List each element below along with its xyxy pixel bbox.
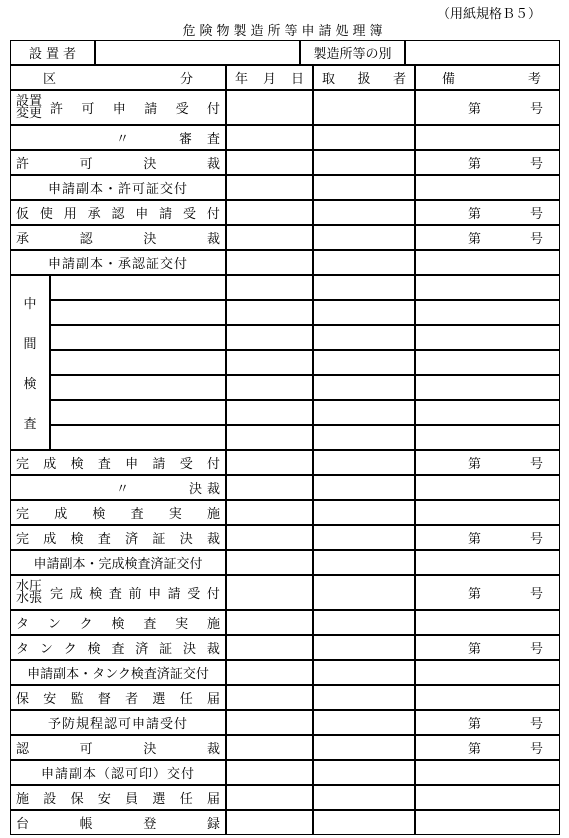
row-label-char: 成 [43, 457, 57, 472]
handler-field[interactable] [313, 375, 415, 400]
row-label-char: 施 [206, 507, 220, 522]
row-label-char: 許 [16, 157, 30, 172]
handler-field[interactable] [313, 635, 415, 660]
row-label-char: 付 [206, 102, 220, 117]
remarks-number-label: 第 [468, 232, 482, 247]
date-field[interactable] [226, 575, 313, 610]
row-label: 申請副本・許可証交付 [10, 175, 226, 200]
handler-field[interactable] [313, 400, 415, 425]
remarks-number-label: 号 [529, 642, 543, 657]
row-label: 申請副本・タンク検査済証交付 [10, 660, 226, 685]
page-title: 危険物製造所等申請処理簿 [182, 24, 387, 39]
row-label [10, 525, 226, 550]
row-label-char: 員 [125, 792, 139, 807]
date-field[interactable] [226, 250, 313, 275]
applicant-label-char: 者 [62, 47, 76, 62]
row-label-char: タ [16, 642, 30, 657]
row-label [10, 475, 226, 500]
date-field[interactable] [226, 175, 313, 200]
row-label-char: 用 [63, 207, 77, 222]
row-label [10, 90, 226, 125]
row-label-char: 受 [175, 102, 189, 117]
remarks-number-label: 号 [529, 742, 543, 757]
row-label-char: 保 [70, 792, 84, 807]
remarks-field[interactable] [415, 660, 560, 685]
handler-field[interactable] [313, 325, 415, 350]
facility-type-label: 製造所等の別 [300, 40, 405, 65]
row-label: 申請副本・完成検査済証交付 [10, 550, 226, 575]
row-label-char: 保 [16, 692, 30, 707]
row-label [10, 735, 226, 760]
interim-inspection-char: 中 [23, 296, 37, 312]
row-label-char: 申 [135, 207, 149, 222]
handler-field[interactable] [313, 250, 415, 275]
row-label-char: 決 [179, 532, 193, 547]
handler-field[interactable] [313, 225, 415, 250]
remarks-number-label: 号 [529, 232, 543, 247]
remarks-field[interactable] [415, 500, 560, 525]
row-label [10, 810, 226, 835]
date-field[interactable] [226, 90, 313, 125]
row-label-char: 施 [16, 792, 30, 807]
row-label-char: 録 [206, 817, 220, 832]
row-label [10, 785, 226, 810]
remarks-field[interactable] [415, 475, 560, 500]
row-label-char: 受 [179, 457, 193, 472]
applicant-value-field[interactable] [95, 40, 300, 65]
row-label-char: 施 [206, 617, 220, 632]
date-field[interactable] [226, 375, 313, 400]
row-label-char: 任 [179, 692, 193, 707]
paper-spec: （用紙規格Ｂ５） [436, 7, 541, 22]
column-header-char: 者 [392, 72, 406, 87]
remarks-field[interactable] [415, 325, 560, 350]
row-label-char: ン [39, 642, 53, 657]
remarks-field[interactable] [415, 610, 560, 635]
row-label [10, 610, 226, 635]
row-label: 予防規程認可申請受付 [10, 710, 226, 735]
remarks-field[interactable] [415, 250, 560, 275]
row-label-char: 裁 [206, 532, 220, 547]
remarks-field[interactable] [415, 175, 560, 200]
row-label-char: 請 [159, 207, 173, 222]
interim-inspection-item-field[interactable] [50, 325, 226, 350]
row-label-char: 査 [97, 532, 111, 547]
column-header-char: 扱 [357, 72, 371, 87]
row-label-char: 検 [70, 457, 84, 472]
row-label-char: 証 [152, 532, 166, 547]
row-label-char: 検 [111, 617, 125, 632]
row-label-char: 成 [43, 532, 57, 547]
row-label-char: 決 [183, 642, 197, 657]
row-label-char: 査 [143, 617, 157, 632]
remarks-number-label: 第 [468, 587, 482, 602]
handler-field[interactable] [313, 810, 415, 835]
remarks-field[interactable] [415, 400, 560, 425]
row-label-prefix [16, 578, 43, 606]
handler-field[interactable] [313, 450, 415, 475]
date-field[interactable] [226, 785, 313, 810]
date-field[interactable] [226, 475, 313, 500]
row-label-char: 済 [135, 642, 149, 657]
remarks-number-label: 号 [529, 157, 543, 172]
row-label-char: 審 [179, 132, 193, 147]
remarks-number-label: 第 [468, 102, 482, 117]
row-label-char: 実 [168, 507, 182, 522]
remarks-number-label: 号 [529, 457, 543, 472]
date-field[interactable] [226, 760, 313, 785]
date-field[interactable] [226, 225, 313, 250]
row-label [10, 450, 226, 475]
row-label-char: 付 [206, 587, 220, 602]
row-label-char: 決 [143, 157, 157, 172]
date-field[interactable] [226, 350, 313, 375]
row-label-char: 査 [97, 457, 111, 472]
row-label-char: 者 [125, 692, 139, 707]
remarks-field[interactable] [415, 785, 560, 810]
column-header-char: 備 [442, 72, 456, 87]
interim-inspection-item-field[interactable] [50, 375, 226, 400]
column-header-char: 年 [235, 72, 249, 87]
date-field[interactable] [226, 810, 313, 835]
interim-inspection-item-field[interactable] [50, 400, 226, 425]
remarks-number-label: 号 [529, 587, 543, 602]
row-label [10, 575, 226, 610]
row-label-char: 台 [16, 817, 30, 832]
applicant-label-char: 置 [45, 47, 59, 62]
row-label-char: 裁 [206, 232, 220, 247]
remarks-field[interactable] [415, 575, 560, 610]
interim-inspection-item-field[interactable] [50, 425, 226, 450]
row-label-text [179, 128, 220, 147]
interim-inspection-char: 査 [23, 417, 37, 433]
row-label-char: 認 [79, 232, 93, 247]
column-header-char: 分 [179, 72, 193, 87]
column-header-date [226, 65, 313, 90]
handler-field[interactable] [313, 550, 415, 575]
remarks-field[interactable] [415, 710, 560, 735]
handler-field[interactable] [313, 500, 415, 525]
row-label-prefix-line: 設置 [16, 93, 43, 109]
remarks-field[interactable] [415, 150, 560, 175]
remarks-number-label: 第 [468, 532, 482, 547]
row-label-char: 選 [152, 792, 166, 807]
remarks-field[interactable] [415, 375, 560, 400]
row-label-char: 決 [143, 232, 157, 247]
interim-inspection-label [10, 275, 50, 450]
row-label-char: 申 [112, 102, 126, 117]
row-label-char: 完 [50, 587, 64, 602]
remarks-field[interactable] [415, 350, 560, 375]
handler-field[interactable] [313, 475, 415, 500]
column-header-char: 月 [262, 72, 276, 87]
column-header-char: 考 [527, 72, 541, 87]
row-label-char: 設 [43, 792, 57, 807]
interim-inspection-char: 間 [23, 336, 37, 352]
column-header-char: 日 [290, 72, 304, 87]
row-label-char: 受 [187, 587, 201, 602]
handler-field[interactable] [313, 175, 415, 200]
row-label-char: 裁 [206, 642, 220, 657]
handler-field[interactable] [313, 660, 415, 685]
remarks-number-label: 第 [468, 642, 482, 657]
row-label-char: 届 [206, 692, 220, 707]
row-label-char: 督 [97, 692, 111, 707]
handler-field[interactable] [313, 710, 415, 735]
date-field[interactable] [226, 735, 313, 760]
row-label-char: 付 [206, 457, 220, 472]
handler-field[interactable] [313, 425, 415, 450]
interim-inspection-char: 検 [23, 377, 37, 393]
row-label [10, 500, 226, 525]
remarks-field[interactable] [415, 450, 560, 475]
row-label-char: ク [79, 617, 93, 632]
row-label [10, 685, 226, 710]
row-label-char: 選 [152, 692, 166, 707]
date-field[interactable] [226, 325, 313, 350]
row-label [10, 200, 226, 225]
row-label-char: 完 [16, 507, 30, 522]
row-label-char: 登 [143, 817, 157, 832]
row-label-char: タ [16, 617, 30, 632]
date-field[interactable] [226, 275, 313, 300]
facility-type-value-field[interactable] [405, 40, 560, 65]
remarks-field[interactable] [415, 635, 560, 660]
remarks-number-label: 号 [529, 207, 543, 222]
date-field[interactable] [226, 200, 313, 225]
remarks-number-label: 第 [468, 457, 482, 472]
row-label-main [50, 98, 220, 117]
row-label-char: 承 [87, 207, 101, 222]
date-field[interactable] [226, 450, 313, 475]
row-label-char: 認 [111, 207, 125, 222]
ditto-mark: 〃 [116, 482, 130, 497]
row-label-char: 請 [167, 587, 181, 602]
row-label-char: 可 [79, 742, 93, 757]
remarks-number-label: 第 [468, 157, 482, 172]
row-label: 申請副本（認可印）交付 [10, 760, 226, 785]
column-header-remarks [415, 65, 560, 90]
row-label-prefix-line: 水圧 [16, 578, 43, 594]
remarks-field[interactable] [415, 90, 560, 125]
row-label-char: 受 [183, 207, 197, 222]
remarks-number-label: 号 [529, 102, 543, 117]
row-label-prefix-line: 水張 [16, 590, 43, 606]
column-header-char: 取 [322, 72, 336, 87]
ditto-mark: 〃 [116, 132, 130, 147]
row-label-char: 証 [159, 642, 173, 657]
handler-field[interactable] [313, 90, 415, 125]
date-field[interactable] [226, 125, 313, 150]
interim-inspection-item-field[interactable] [50, 350, 226, 375]
row-label-char: 成 [54, 507, 68, 522]
date-field[interactable] [226, 500, 313, 525]
row-label-char: 実 [175, 617, 189, 632]
handler-field[interactable] [313, 150, 415, 175]
row-label-char: 可 [79, 157, 93, 172]
date-field[interactable] [226, 610, 313, 635]
handler-field[interactable] [313, 785, 415, 810]
row-label-char: 許 [50, 102, 64, 117]
row-label-char: 完 [16, 457, 30, 472]
column-header-char: 区 [43, 72, 57, 87]
row-label-char: ン [47, 617, 61, 632]
row-label-char: 請 [152, 457, 166, 472]
row-label-char: 可 [81, 102, 95, 117]
date-field[interactable] [226, 635, 313, 660]
row-label-char: 査 [111, 642, 125, 657]
row-label-char: 任 [179, 792, 193, 807]
handler-field[interactable] [313, 350, 415, 375]
row-label-char: ク [63, 642, 77, 657]
remarks-field[interactable] [415, 685, 560, 710]
row-label-char: 届 [206, 792, 220, 807]
row-label-char: 安 [43, 692, 57, 707]
remarks-number-label: 号 [529, 717, 543, 732]
row-label-char: 前 [128, 587, 142, 602]
row-label-char: 申 [148, 587, 162, 602]
applicant-label [10, 40, 95, 65]
remarks-field[interactable] [415, 760, 560, 785]
handler-field[interactable] [313, 275, 415, 300]
row-label [10, 125, 226, 150]
row-label-char: 監 [70, 692, 84, 707]
row-label-char: 査 [206, 132, 220, 147]
row-label-char: 付 [206, 207, 220, 222]
column-header-handler [313, 65, 415, 90]
row-label-char: 使 [39, 207, 53, 222]
date-field[interactable] [226, 550, 313, 575]
handler-field[interactable] [313, 200, 415, 225]
row-label [10, 150, 226, 175]
remarks-field[interactable] [415, 300, 560, 325]
remarks-number-label: 第 [468, 742, 482, 757]
row-label-prefix-line: 変更 [16, 105, 43, 121]
row-label-main [50, 583, 220, 602]
handler-field[interactable] [313, 525, 415, 550]
remarks-number-label: 第 [468, 717, 482, 732]
row-label [10, 225, 226, 250]
remarks-number-label: 第 [468, 207, 482, 222]
row-label-char: 承 [16, 232, 30, 247]
row-label-char: 完 [16, 532, 30, 547]
handler-field[interactable] [313, 735, 415, 760]
row-label-prefix [16, 93, 43, 121]
interim-inspection-item-field[interactable] [50, 300, 226, 325]
row-label-char: 請 [144, 102, 158, 117]
remarks-field[interactable] [415, 275, 560, 300]
date-field[interactable] [226, 150, 313, 175]
remarks-field[interactable] [415, 425, 560, 450]
row-label-char: 決 [189, 482, 203, 497]
row-label-char: 安 [97, 792, 111, 807]
row-label-wrap [16, 93, 220, 121]
remarks-field[interactable] [415, 225, 560, 250]
remarks-field[interactable] [415, 200, 560, 225]
row-label-char: 済 [125, 532, 139, 547]
row-label-text [189, 478, 220, 497]
row-label-char: 裁 [206, 157, 220, 172]
row-label-char: 検 [92, 507, 106, 522]
row-label-wrap [16, 578, 220, 606]
handler-field[interactable] [313, 125, 415, 150]
row-label-char: 申 [125, 457, 139, 472]
remarks-field[interactable] [415, 525, 560, 550]
row-label-char: 成 [69, 587, 83, 602]
row-label-char: 裁 [206, 482, 220, 497]
date-field[interactable] [226, 400, 313, 425]
date-field[interactable] [226, 710, 313, 735]
row-label-char: 仮 [16, 207, 30, 222]
date-field[interactable] [226, 685, 313, 710]
remarks-number-label: 号 [529, 532, 543, 547]
applicant-label-char: 設 [29, 47, 43, 62]
column-header-category [10, 65, 226, 90]
handler-field[interactable] [313, 685, 415, 710]
remarks-field[interactable] [415, 810, 560, 835]
date-field[interactable] [226, 425, 313, 450]
remarks-field[interactable] [415, 550, 560, 575]
row-label-char: 査 [108, 587, 122, 602]
row-label-char: 検 [70, 532, 84, 547]
row-label-char: 帳 [79, 817, 93, 832]
row-label-char: 査 [130, 507, 144, 522]
handler-field[interactable] [313, 300, 415, 325]
date-field[interactable] [226, 300, 313, 325]
row-label-char: 認 [16, 742, 30, 757]
remarks-field[interactable] [415, 735, 560, 760]
row-label-char: 裁 [206, 742, 220, 757]
handler-field[interactable] [313, 575, 415, 610]
handler-field[interactable] [313, 760, 415, 785]
row-label: 申請副本・承認証交付 [10, 250, 226, 275]
row-label [10, 635, 226, 660]
handler-field[interactable] [313, 610, 415, 635]
date-field[interactable] [226, 660, 313, 685]
row-label-char: 検 [89, 587, 103, 602]
date-field[interactable] [226, 525, 313, 550]
interim-inspection-item-field[interactable] [50, 275, 226, 300]
row-label-char: 検 [87, 642, 101, 657]
remarks-field[interactable] [415, 125, 560, 150]
row-label-char: 決 [143, 742, 157, 757]
